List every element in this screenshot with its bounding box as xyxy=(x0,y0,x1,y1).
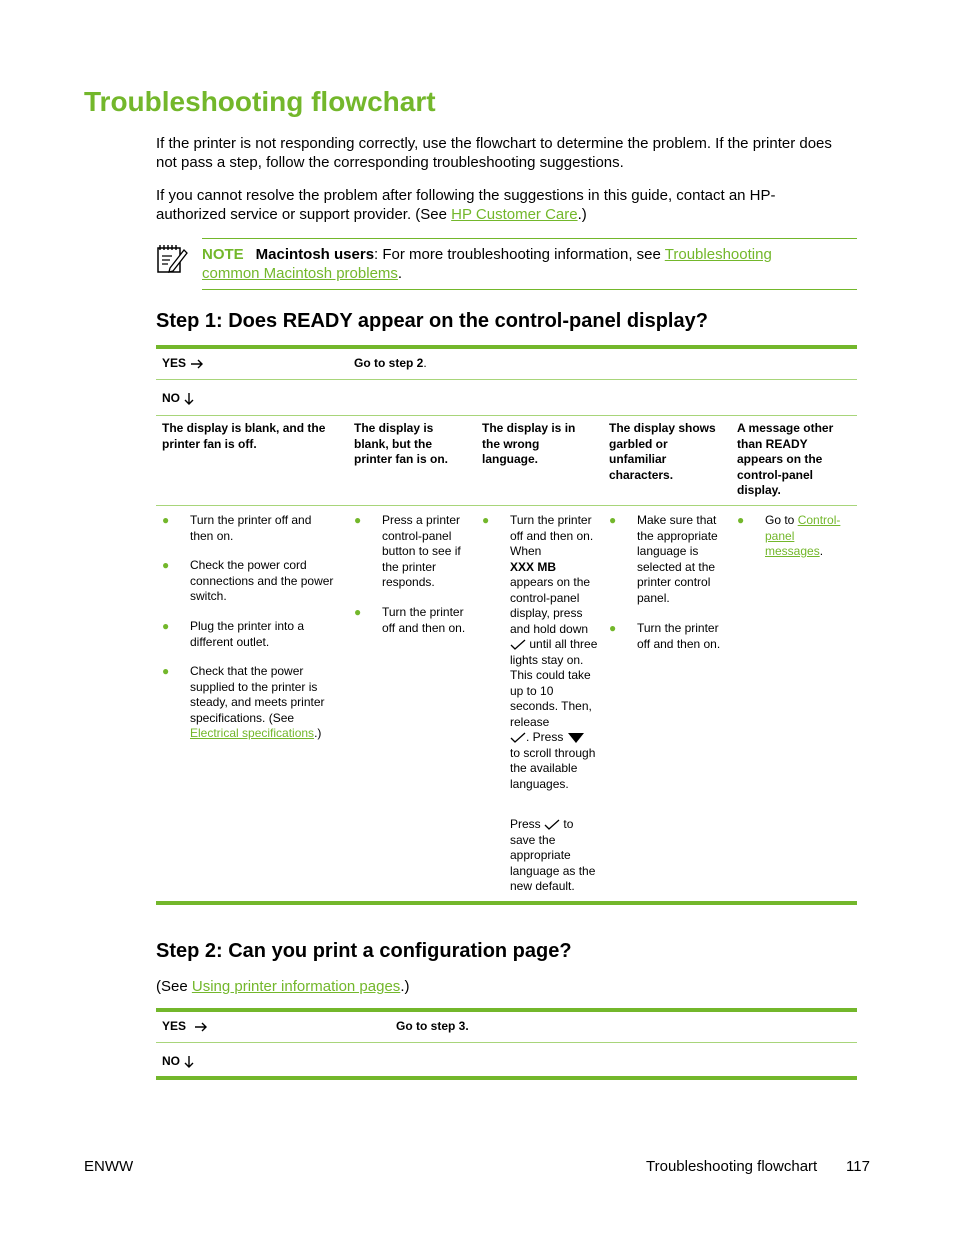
step1-no-label xyxy=(162,391,194,407)
col3-text-7: Press xyxy=(510,817,541,831)
checkmark-icon xyxy=(510,732,526,744)
step1-heading: Step 1: Does READY appear on the control-panel display? xyxy=(156,310,708,332)
step1-rule-1 xyxy=(156,379,857,380)
col3-text-block-2 xyxy=(510,817,602,895)
col1-bullet-3: Plug the printer into a different outlet. xyxy=(190,619,305,649)
arrow-down-icon xyxy=(184,1055,194,1069)
note-top-rule xyxy=(202,238,857,239)
arrow-right-icon xyxy=(194,1022,208,1032)
col1-bullet-1: Turn the printer off and then on. xyxy=(190,513,312,543)
col3-xxx-mb: XXX MB xyxy=(510,559,557,574)
step2-yes-label xyxy=(162,1019,208,1035)
col3-text-4: until all three lights stay on. This could take up to 10 seconds. Then, release xyxy=(510,637,598,729)
col3-text-6: to scroll through the available languages. xyxy=(510,745,596,791)
col2-bullet-1: Press a printer control-panel button to see if the printer responds. xyxy=(382,513,461,589)
step2-see-text: (See xyxy=(156,978,192,995)
electrical-specifications-link[interactable]: Electrical specifications xyxy=(190,726,315,740)
col1-b4-text: Check that the power supplied to the printer is steady, and meets printer specifications. (See xyxy=(190,664,325,725)
col-header-1: The display is blank, and the printer fan is off. xyxy=(162,421,326,451)
step2-rule-1 xyxy=(156,1042,857,1043)
note-label: NOTE xyxy=(202,246,244,263)
step1-yes-label xyxy=(162,356,204,372)
bullet-icon: ● xyxy=(737,513,745,527)
step1-yes-action xyxy=(354,356,427,372)
printer-info-pages-link[interactable]: Using printer information pages xyxy=(191,978,401,995)
footer-section: Troubleshooting flowchart xyxy=(646,1158,818,1175)
col5-end: . xyxy=(819,544,824,558)
step1-top-rule xyxy=(156,345,857,349)
col4-bullet-1: Make sure that the appropriate language is selected at the printer control panel. xyxy=(637,513,718,605)
footer-page-number: 117 xyxy=(846,1158,870,1175)
step2-heading: Step 2: Can you print a configuration page? xyxy=(156,940,572,962)
step2-see xyxy=(156,977,836,996)
col2-bullet-2: Turn the printer off and then on. xyxy=(382,605,466,635)
note-icon xyxy=(156,242,188,274)
yes-action-step: 2 xyxy=(416,356,424,370)
down-triangle-icon xyxy=(567,732,585,744)
bullet-icon: ● xyxy=(162,664,170,678)
step2-top-rule xyxy=(156,1008,857,1012)
bullet-icon: ● xyxy=(609,513,617,527)
footer-left: ENWW xyxy=(84,1158,134,1175)
yes-action-end: . xyxy=(423,356,427,370)
step2-bottom-rule xyxy=(156,1076,857,1080)
bullet-icon: ● xyxy=(162,558,170,572)
col3-text-8: to xyxy=(563,817,574,831)
mac-troubleshooting-link[interactable]: Troubleshooting common Macintosh problems xyxy=(202,246,772,282)
note-box xyxy=(156,238,857,290)
arrow-right-icon xyxy=(190,359,204,369)
bullet-icon: ● xyxy=(354,513,362,527)
col3-text-3: appears on the control-panel display, press and hold down xyxy=(510,575,591,636)
col3-text-1: Turn the printer off and then on. When xyxy=(510,513,594,558)
col-header-2: The display is blank, but the printer fan is on. xyxy=(354,421,449,466)
bullet-icon: ● xyxy=(609,621,617,635)
arrow-down-icon xyxy=(184,392,194,406)
hp-customer-care-link[interactable]: HP Customer Care xyxy=(451,206,578,223)
col1-b4-end: .) xyxy=(314,726,322,740)
col-header-4: The display shows garbled or unfamiliar characters. xyxy=(609,421,716,482)
step1-rule-2 xyxy=(156,415,857,416)
control-panel-messages-link[interactable]: Control-panel messages xyxy=(765,513,841,558)
bullet-icon: ● xyxy=(162,513,170,527)
checkmark-icon xyxy=(544,819,560,831)
intro-paragraph-1: If the printer is not responding correctly, use the flowchart to determine the problem. If the printer does not pass a step, follow the corresponding troubleshooting suggestions. xyxy=(156,135,832,171)
col3-text-block xyxy=(510,513,602,792)
no-text: NO xyxy=(162,391,180,405)
step2-yes-action: Go to step 3. xyxy=(396,1019,469,1033)
col-header-5: A message other than READY appears on the control-panel display. xyxy=(737,421,834,497)
col5-bullet-1 xyxy=(765,513,847,560)
col3-text-9: save the appropriate language as the new default. xyxy=(510,832,596,893)
intro-paragraph-2 xyxy=(156,186,836,224)
no-text: NO xyxy=(162,1054,180,1068)
note-bottom-rule xyxy=(202,289,857,290)
col4-bullet-2: Turn the printer off and then on. xyxy=(637,621,721,651)
step1-rule-3 xyxy=(156,505,857,506)
col-header-3: The display is in the wrong language. xyxy=(482,421,576,466)
note-body: : For more troubleshooting information, see xyxy=(374,246,665,263)
note-text xyxy=(202,245,822,283)
bullet-icon: ● xyxy=(162,619,170,633)
step2-see-end: .) xyxy=(400,978,410,995)
yes-text: YES xyxy=(162,1019,187,1033)
bullet-icon: ● xyxy=(482,513,490,527)
bullet-icon: ● xyxy=(354,605,362,619)
col1-bullet-2: Check the power cord connections and the power switch. xyxy=(190,558,334,603)
col5-text: Go to xyxy=(765,513,798,527)
col1-bullet-4 xyxy=(190,664,338,742)
intro-text: If you cannot resolve the problem after following the suggestions in this guide, contact an HP-authorized service or support provider. (See xyxy=(156,187,776,223)
col3-text-5: . Press xyxy=(526,730,564,744)
page-title: Troubleshooting flowchart xyxy=(84,86,436,117)
checkmark-icon xyxy=(510,639,526,651)
yes-action-text: Go to step xyxy=(354,356,417,370)
step1-bottom-rule xyxy=(156,901,857,905)
step2-no-label xyxy=(162,1054,194,1070)
yes-text: YES xyxy=(162,356,187,370)
note-end: . xyxy=(397,265,403,282)
intro-text-end: .) xyxy=(577,206,587,223)
note-strong: Macintosh users xyxy=(255,246,375,263)
